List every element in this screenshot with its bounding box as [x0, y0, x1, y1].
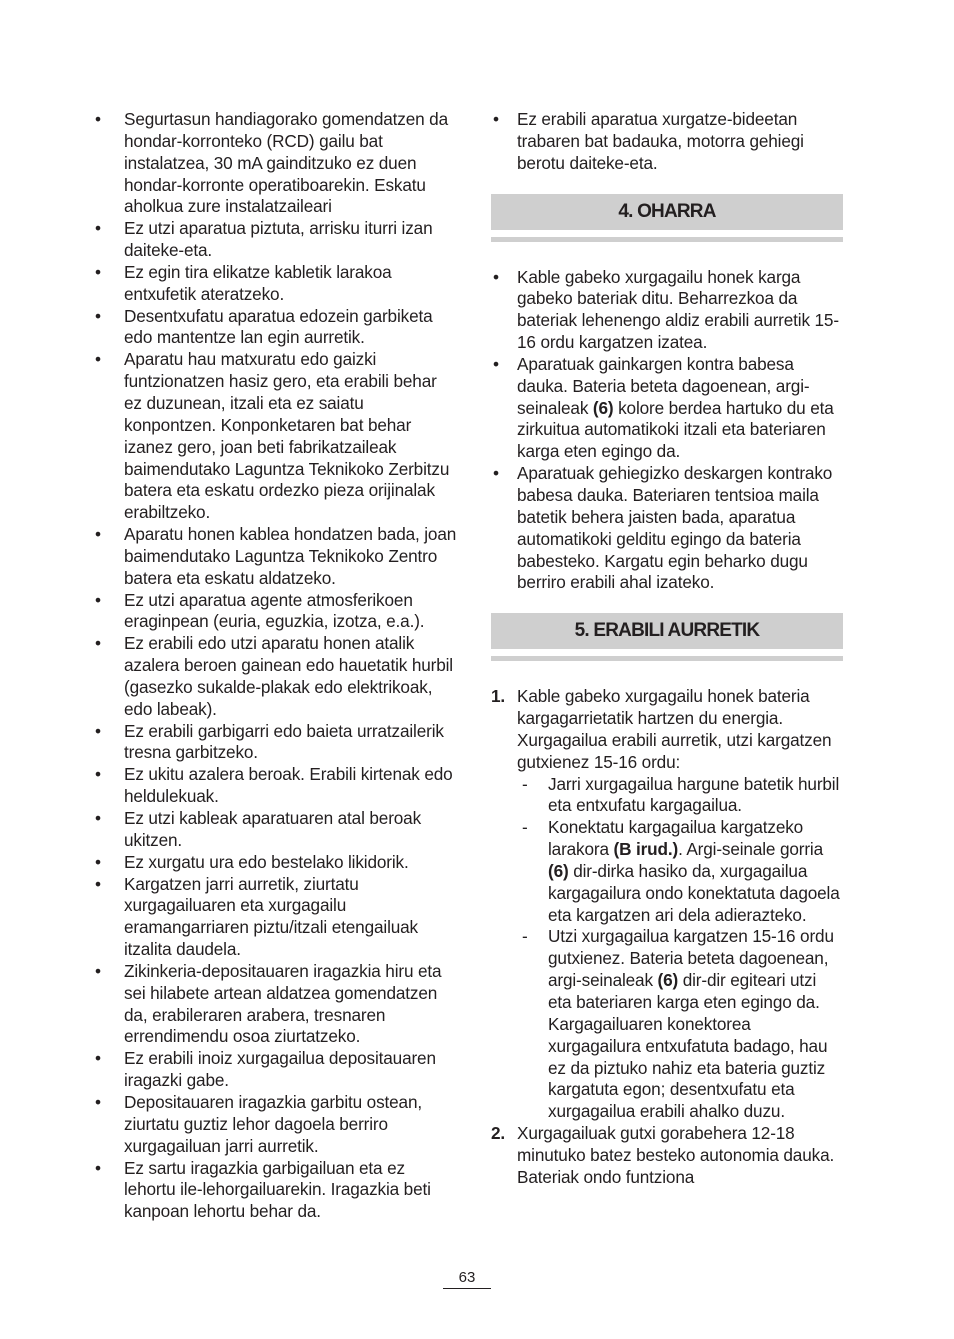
list-item-text: Ez erabili edo utzi aparatu honen atalik azalera beroen gainean edo hauetatik hurbil (gasezko sukalde-plakak edo elektrikoak, edo labeak). [124, 633, 453, 719]
bullet-icon: • [95, 1157, 101, 1178]
list-item-text: Aparatu honen kablea hondatzen bada, joan baimendutako Laguntza Teknikoko Zentro batera eta eskatu aldatzeko. [124, 524, 457, 588]
bullet-icon: • [95, 720, 101, 741]
list-item [93, 524, 459, 590]
list-item [93, 808, 459, 852]
list-item [93, 961, 459, 1048]
dash-icon: - [522, 773, 528, 794]
figure-reference: (B irud.) [613, 839, 679, 860]
list-item-text: Ez egin tira elikatze kabletik larakoa entxufetik ateratzeko. [124, 261, 392, 304]
list-item-text: Aparatuak gehiegizko deskargen kontrako babesa dauka. Bateriaren tentsioa maila batetik behera jaisten bada, aparatua automatikoki gelditu egingo da bateria babesteko. Kargatu egin beharko dugu berriro erabili ahal izateko. [517, 463, 833, 593]
list-item [491, 463, 843, 594]
sub-step-text: dir-dir egiteari utzi eta bateriaren karga eten egingo da. Kargagailuaren konektorea xurgagailura entxufatuta badago, hau ez da piztuko nahiz eta bateria guztiz kargatuta egon; desentxufatu eta xurgagailua erabili ahalko duzu. [548, 970, 828, 1122]
sub-step-item [517, 774, 843, 818]
bullet-icon: • [95, 524, 101, 545]
left-column [93, 109, 459, 1223]
list-item [93, 590, 459, 634]
figure-reference: (6) [548, 860, 569, 881]
bullet-icon: • [95, 873, 101, 894]
list-item-text: Desentxufatu aparatua edozein garbiketa edo mantentze lan egin aurretik. [124, 305, 433, 348]
list-item-text: Ez erabili garbigarri edo baieta urratzailerik tresna garbitzeko. [124, 720, 444, 763]
list-item [93, 721, 459, 765]
list-item [93, 852, 459, 874]
sub-step-text: . Argi-seinale gorria [678, 839, 823, 860]
list-item [491, 109, 843, 175]
list-item-text: Ez ukitu azalera beroak. Erabili kirtenak edo heldulekuak. [124, 764, 453, 807]
warnings-continued-list [491, 109, 843, 175]
list-item [93, 109, 459, 218]
list-item-text: Ez utzi kableak aparatuaren atal beroak ukitzen. [124, 808, 422, 850]
bullet-icon: • [493, 463, 499, 484]
bullet-icon: • [95, 633, 101, 654]
step-item [491, 1123, 843, 1189]
list-item [93, 1048, 459, 1092]
bullet-icon: • [95, 305, 101, 326]
bullet-icon: • [95, 1091, 101, 1112]
list-item-text: Ez xurgatu ura edo bestelako likidorik. [124, 851, 409, 872]
list-item [93, 1158, 459, 1224]
bullet-icon: • [493, 266, 499, 287]
bullet-icon: • [95, 261, 101, 282]
section-notes [491, 194, 843, 595]
list-item [93, 306, 459, 350]
sub-step-text: dir-dirka hasiko da, xurgagailua kargagailura ondo konektatuta dagoela eta kargatzen ari dela adierazteko. [548, 860, 840, 925]
list-item [93, 349, 459, 524]
list-item [491, 354, 843, 463]
list-item-text: Segurtasun handiagorako gomendatzen da hondar-korronteko (RCD) gailu bat instalatzea, 30 mA gainditzuko ez duen hondar-korronte operatiboarekin. Eskatu aholkua zure instalatzaileari [124, 109, 448, 217]
list-item-text: Depositauaren iragazkia garbitu ostean, ziurtatu guztiz lehor dagoela berriro xurgagailuan jarri aurretik. [124, 1091, 422, 1156]
bullet-icon: • [95, 808, 101, 828]
list-item-text: Aparatu hau matxuratu edo gaizki funtzionatzen hasiz gero, eta erabili behar ez duzunean, itzali eta ez saiatu konpontzen. Konponketaren bat behar izanez gero, joan beti fabrikatzaileak baimendutako Laguntza Teknikoko Zerbitzu batera eta eskatu ordezko pieza orijinalak erabiltzeko. [124, 349, 450, 523]
sub-step-item [517, 817, 843, 926]
list-item-text: Ez utzi aparatua agente atmosferikoen eraginpean (euria, eguzkia, izotza, e.a.). [124, 589, 425, 632]
list-item [93, 764, 459, 808]
bullet-icon: • [493, 109, 499, 129]
section-before-use [491, 613, 843, 1188]
sub-step-text: Konektatu kargagailua kargatzeko larakora [548, 817, 804, 860]
list-item [93, 1092, 459, 1158]
right-column [491, 109, 843, 1189]
bullet-icon: • [95, 218, 101, 239]
bullet-icon: • [95, 960, 101, 981]
page-number: 63 [443, 1268, 491, 1289]
list-item-text: Kargatzen jarri aurretik, ziurtatu xurgagailuaren eta xurgagailu eramangarriaren piztu/itzali etengailuak itzalita daudela. [124, 873, 418, 960]
list-item-text: Ez sartu iragazkia garbigailuan eta ez lehortu ile-lehorgailuarekin. Iragazkia beti kanpoan lehortu behar da. [124, 1157, 431, 1222]
list-item [93, 874, 459, 961]
steps-list [491, 686, 843, 1188]
sub-step-text: Jarri xurgagailua hargune batetik hurbil eta entxufatu kargagailua. [548, 773, 840, 816]
list-item-text: Ez erabili inoiz xurgagailua depositauaren iragazki gabe. [124, 1048, 436, 1091]
bullet-icon: • [95, 109, 101, 129]
list-item-text: Ez utzi aparatua piztuta, arrisku iturri izan daiteke-eta. [124, 218, 433, 261]
list-item-text: Kable gabeko xurgagailu honek karga gabeko bateriak ditu. Beharrezkoa da bateriak lehenengo aldiz erabili aurretik 15-16 ordu kargatzen izatea. [517, 266, 839, 353]
list-item-text: Ez erabili aparatua xurgatze-bideetan trabaren bat badauka, motorra gehiegi berotu daiteke-eta. [517, 109, 804, 173]
list-item-text: Zikinkeria-depositauaren iragazkia hiru eta sei hilabete artean aldatzea gomendatzen da, erabileraren arabera, tresnaren errendimendu osoa ziurtatzeko. [124, 960, 442, 1047]
sub-step-text: Utzi xurgagailua kargatzen 15-16 ordu gutxienez. Bateria beteta dagoenean, argi-seinaleak [548, 926, 834, 991]
figure-reference: (6) [592, 397, 614, 418]
dash-icon: - [522, 926, 528, 947]
dash-icon: - [522, 817, 528, 838]
bullet-icon: • [95, 1048, 101, 1069]
sub-steps-list [517, 774, 843, 1124]
bullet-icon: • [493, 353, 499, 374]
safety-warnings-list [93, 109, 459, 1223]
list-item [93, 218, 459, 262]
bullet-icon: • [95, 349, 101, 370]
bullet-icon: • [95, 589, 101, 610]
section-heading: 4. OHARRA [491, 194, 843, 230]
list-item [93, 262, 459, 306]
step-number: 1. [491, 686, 506, 707]
section-heading: 5. ERABILI AURRETIK [491, 613, 843, 649]
step-text: Kable gabeko xurgagailu honek bateria kargagarrietatik hartzen du energia. Xurgagailua erabili aurretik, utzi kargatzen gutxienez 15-16 ordu: [517, 686, 832, 772]
step-number: 2. [491, 1123, 506, 1144]
list-item-text: kolore berdea hartuko du eta zirkuitua automatikoki itzali eta bateriaren karga eten egingo da. [517, 397, 834, 462]
list-item [93, 633, 459, 720]
notes-list [491, 267, 843, 595]
list-item-text: Aparatuak gainkargen kontra babesa dauka. Bateria beteta dagoenean, argi-seinaleak [517, 353, 810, 418]
bullet-icon: • [95, 764, 101, 785]
list-item [491, 267, 843, 354]
sub-step-item [517, 926, 843, 1123]
bullet-icon: • [95, 851, 101, 872]
step-text: Xurgagailuak gutxi gorabehera 12-18 minutuko batez besteko autonomia dauka. Bateriak ondo funtziona [517, 1123, 835, 1187]
figure-reference: (6) [657, 970, 679, 991]
step-item [491, 686, 843, 1123]
